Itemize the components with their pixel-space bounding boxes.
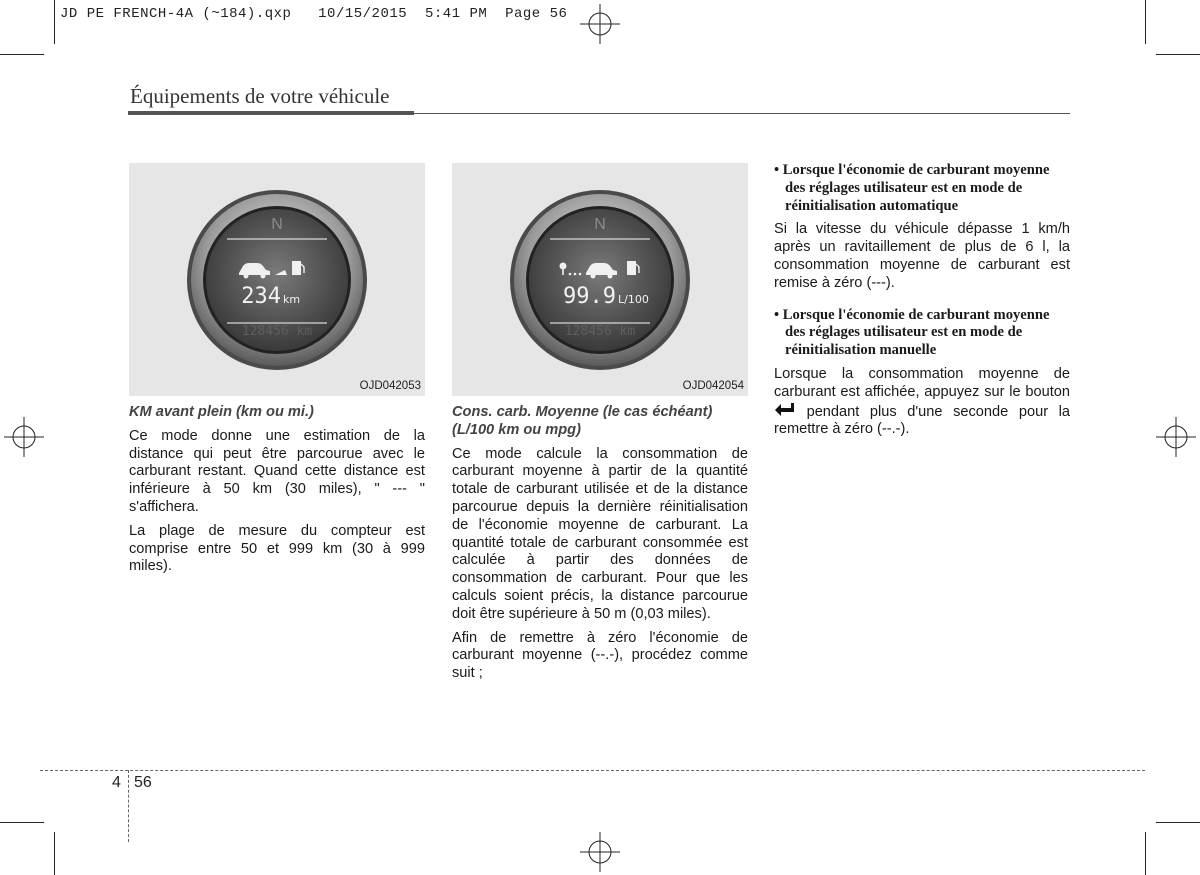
crop-mark (0, 822, 44, 823)
registration-mark-left (4, 417, 44, 457)
registration-mark-bottom (580, 832, 620, 872)
footer-vertical-rule (128, 770, 129, 842)
figure-caption: Cons. carb. Moyenne (le cas échéant) (L/100 km ou mpg) (452, 404, 713, 438)
fuel-pump-icon (627, 261, 636, 275)
cluster-gauge-illustration (452, 163, 748, 396)
cluster-gauge-illustration (129, 163, 425, 396)
svg-text:N: N (594, 216, 606, 233)
readout-unit: L/100 (618, 293, 649, 306)
paragraph-text: Lorsque la consommation moyenne de carburant est affichée, appuyez sur le bouton (774, 365, 1070, 400)
figure-code: OJD042054 (682, 380, 744, 392)
figure-average-consumption (452, 163, 748, 396)
crop-mark (54, 0, 55, 44)
fuel-pump-icon (292, 261, 301, 275)
column-2 (452, 404, 748, 689)
print-slug: JD PE FRENCH-4A (~184).qxp 10/15/2015 5:41 PM Page 56 (60, 6, 568, 22)
figure-caption: KM avant plein (km ou mi.) (129, 404, 314, 420)
page-number: 56 (134, 774, 152, 791)
bullet-heading: • Lorsque l'économie de carburant moyenne des réglages utilisateur est en mode de réinitialisation automatique (774, 162, 1050, 214)
paragraph: La plage de mesure du compteur est comprise entre 50 et 999 km (30 à 999 miles). (129, 522, 425, 575)
odometer-ghost: 128456 km (241, 324, 313, 339)
footer-dashed-rule (40, 770, 1145, 771)
figure-distance-to-empty (129, 163, 425, 396)
registration-mark-top (580, 4, 620, 44)
odometer-ghost: 128456 km (564, 324, 636, 339)
paragraph: Ce mode calcule la consommation de carburant moyenne à partir de la quantité totale de carburant utilisée et de la distance parcourue depuis la dernière réinitialisation de l'économie moyenne de carburant. La quantité totale de carburant consommée est calculée à partir des données de consommation de carburant. Pour que les calculs soient précis, la distance parcourue doit être supérieure à 50 m (0,03 miles). (452, 445, 748, 622)
readout-value: 234 (241, 284, 281, 309)
column-3 (774, 162, 1070, 445)
bullet-heading: • Lorsque l'économie de carburant moyenne des réglages utilisateur est en mode de réinitialisation manuelle (774, 306, 1050, 359)
paragraph-text: pendant plus d'une seconde pour la remettre à zéro (--.-). (774, 403, 1070, 438)
crop-mark (1156, 822, 1200, 823)
header-rule-thick (128, 111, 414, 115)
enter-button-icon (774, 402, 796, 418)
paragraph: Afin de remettre à zéro l'économie de carburant moyenne (--.-), procédez comme suit ; (452, 629, 748, 682)
paragraph: Si la vitesse du véhicule dépasse 1 km/h après un ravitaillement de plus de 6 l, la consommation moyenne de carburant est remise à zéro (---). (774, 221, 1070, 291)
crop-mark (1145, 832, 1146, 875)
crop-mark (1156, 54, 1200, 55)
location-pin-icon (560, 263, 567, 270)
paragraph: Ce mode donne une estimation de la distance qui peut être parcourue avec le carburant restant. Quand cette distance est inférieure à 50 km (30 miles), " --- " s'affichera. (129, 427, 425, 515)
header-rule-thin (414, 113, 1070, 114)
readout-value: 99.9 (563, 284, 616, 309)
crop-mark (0, 54, 44, 55)
crop-mark (54, 832, 55, 875)
registration-mark-right (1156, 417, 1196, 457)
chapter-number: 4 (112, 774, 121, 791)
crop-mark (1145, 0, 1146, 44)
column-1 (129, 404, 425, 582)
readout-unit: km (283, 293, 301, 306)
section-title: Équipements de votre véhicule (130, 84, 390, 108)
figure-code: OJD042053 (359, 380, 421, 392)
svg-text:N: N (271, 216, 283, 233)
paragraph (774, 366, 1070, 439)
